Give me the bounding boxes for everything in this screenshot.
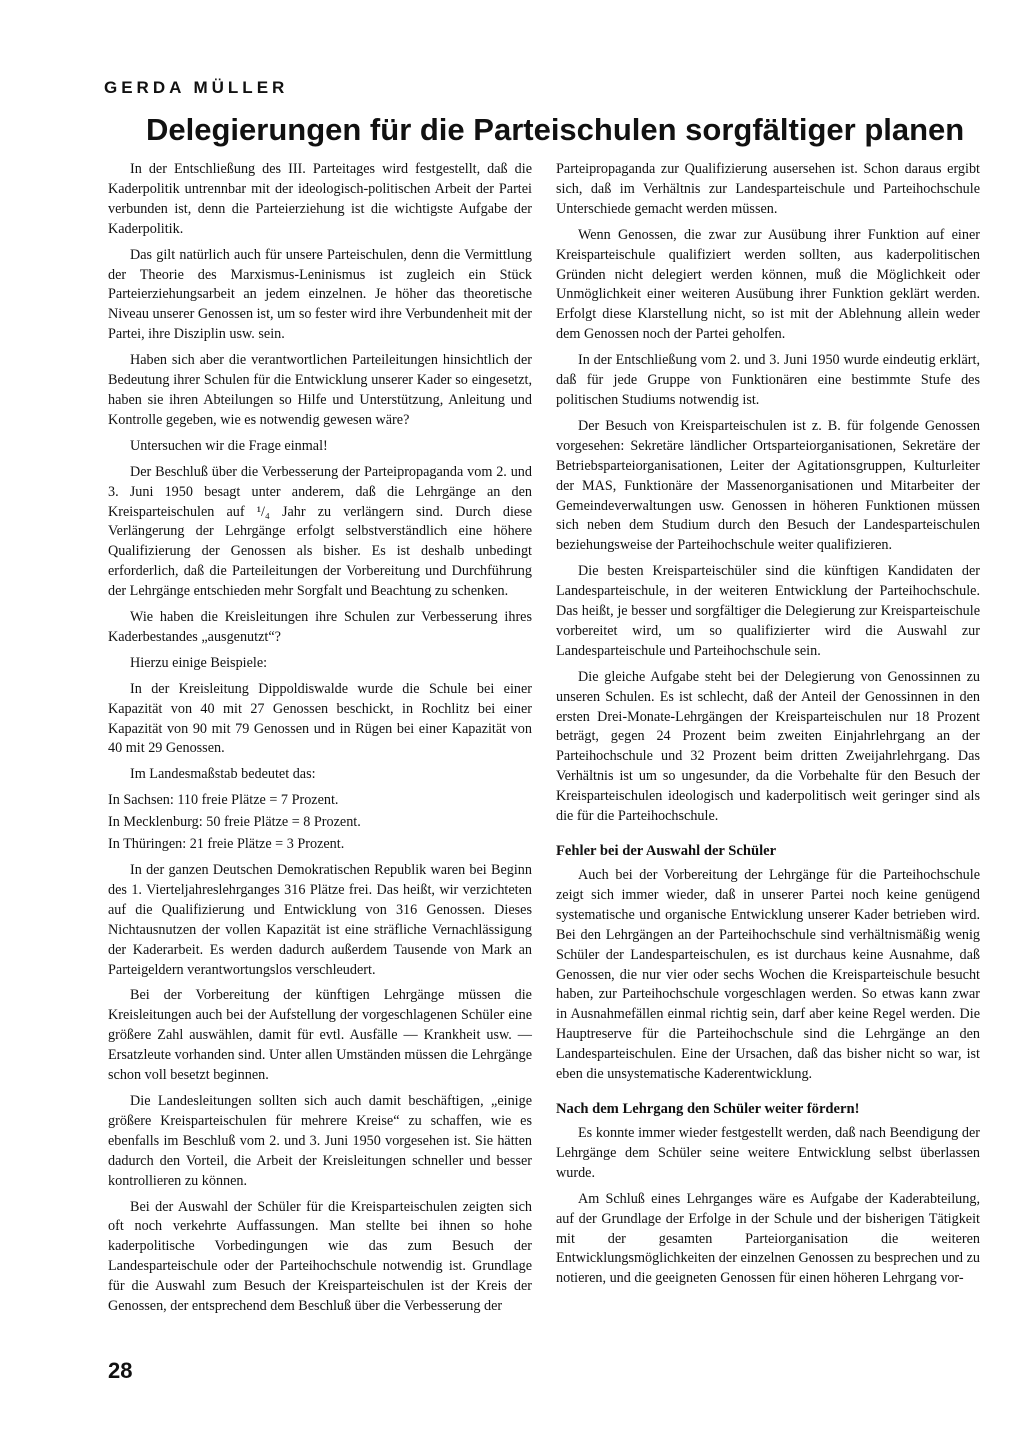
paragraph: In der Entschließung des III. Parteitages wird festgestellt, daß die Kaderpolitik untrennbar mit der ideologisch-politischen Arbeit der Partei verbunden ist, denn die Parteierziehung ist die wichtigste Aufgabe der Kaderpolitik.	[108, 161, 532, 237]
paragraph: In der ganzen Deutschen Demokratischen Republik waren bei Beginn des 1. Vierteljahreslehrganges 316 Plätze frei. Das heißt, wir verzichteten auf die Qualifizierung und Entwicklung von 316 Genossen. Dieses Nichtausnutzen der vollen Kapazität ist eine sträfliche Vernachlässigung der Kaderarbeit. Es werden dadurch außerdem Tausende von Mark an Parteigeldern verantwortungslos verschleudert.	[108, 862, 532, 978]
right-column	[556, 160, 980, 1295]
statistic-saxony: In Sachsen: 110 freie Plätze = 7 Prozent.	[108, 792, 339, 809]
page-number: 28	[108, 1358, 133, 1383]
section-heading: Nach dem Lehrgang den Schüler weiter fördern!	[556, 1100, 860, 1117]
paragraph: Parteipropaganda zur Qualifizierung ausersehen ist. Schon daraus ergibt sich, daß im Verhältnis zur Landesparteischule und Parteihochschule Unterschiede gemacht werden müssen.	[556, 161, 980, 217]
paragraph: Haben sich aber die verantwortlichen Parteileitungen hinsichtlich der Bedeutung ihrer Schulen für die Entwicklung unserer Kader so eingesetzt, haben sie ihren Abteilungen so Hilfe und Unterstützung, Anleitung und Kontrolle gegeben, wie es notwendig gewesen wäre?	[108, 352, 532, 428]
paragraph: Die gleiche Aufgabe steht bei der Delegierung von Genossinnen zu unseren Schulen. Es ist schlecht, daß der Anteil der Genossinnen in den ersten Drei-Monate-Lehrgängen der Kreisparteischulen nur 18 Prozent beträgt, gegen 24 Prozent beim zweiten Einjahrlehrgang an der Parteihochschule und 32 Prozent beim dritten Zweijahrlehrgang. Das Verhältnis ist um so ungesunder, da die Vorbehalte für den Besuch der Kreisparteischulen ideologisch und kaderpolitisch weit geringer sind als die für die Parteihochschule.	[556, 668, 980, 825]
paragraph: Der Beschluß über die Verbesserung der Parteipropaganda vom 2. und 3. Juni 1950 besagt unter anderem, daß die Lehrgänge an den Kreisparteischulen auf ¹/₄ Jahr zu verlängern sind. Durch diese Verlängerung der Lehrgänge erfolgt selbstverständlich eine höhere Qualifizierung der Genossen als bisher. Es ist deshalb unbedingt erforderlich, daß die Parteileitungen der Vorbereitung und Durchführung der Lehrgänge entschieden mehr Sorgfalt und Beachtung zu schenken.	[108, 463, 532, 600]
paragraph: Auch bei der Vorbereitung der Lehrgänge für die Parteihochschule zeigt sich immer wieder, daß in unserer Partei noch keine genügend systematische und organische Entwicklung unserer Kader betrieben wird. Bei den Lehrgängen an der Parteihochschule sind verhältnismäßig wenig Schüler der Landesparteischulen, es ist durchaus keine Ausnahme, daß Genossen, die nur vier oder sechs Wochen die Kreisparteischule besucht haben, zur Parteihochschule vorgeschlagen werden. So etwas kann zwar in Ausnahmefällen einmal richtig sein, darf aber keine Regel werden. Die Hauptreserve für die Parteihochschule sind die Lehrgänge an den Landesparteischulen. Eine der Ursachen, daß das bisher nicht so war, ist eben die unsystematische Kaderentwicklung.	[556, 867, 980, 1083]
paragraph: Wenn Genossen, die zwar zur Ausübung ihrer Funktion auf einer Kreisparteischule qualifiziert werden sollten, aus kaderpolitischen Gründen nicht delegiert werden können, muß die Möglichkeit oder Unmöglichkeit einer weiteren Ausübung ihrer Funktion geklärt werden. Erfolgt diese Klarstellung nicht, so ist mit der Ablehnung allein weder dem Genossen noch der Partei geholfen.	[556, 226, 980, 343]
paragraph: Das gilt natürlich auch für unsere Parteischulen, denn die Vermittlung der Theorie des Marxismus-Leninismus ist zugleich ein Stück Parteierziehungsarbeit an jedem einzelnen. Je höher das theoretische Niveau unserer Genossen ist, um so fester wird ihre Verbundenheit mit der Partei, ihre Disziplin usw. sein.	[108, 246, 532, 343]
author-line: GERDA MÜLLER	[104, 78, 289, 97]
statistic-mecklenburg: In Mecklenburg: 50 freie Plätze = 8 Prozent.	[108, 814, 361, 831]
statistic-thuringia: In Thüringen: 21 freie Plätze = 3 Prozent.	[108, 836, 345, 853]
left-column	[108, 160, 532, 1323]
paragraph: In der Kreisleitung Dippoldiswalde wurde die Schule bei einer Kapazität von 40 mit 27 Genossen beschickt, in Rochlitz bei einer Kapazität von 90 mit 79 Genossen und in Rügen bei einer Kapazität von 40 mit 29 Genossen.	[108, 680, 532, 757]
paragraph: Bei der Vorbereitung der künftigen Lehrgänge müssen die Kreisleitungen auch bei der Aufstellung der vorgeschlagenen Schüler eine größere Zahl auswählen, damit für evtl. Ausfälle — Krankheit usw. — Ersatzleute vorhanden sind. Unter allen Umständen müssen die Lehrgänge schon voll besetzt beginnen.	[108, 987, 532, 1084]
section-heading: Fehler bei der Auswahl der Schüler	[556, 843, 777, 859]
paragraph: Untersuchen wir die Frage einmal!	[130, 437, 328, 454]
article-title: Delegierungen für die Parteischulen sorgfältiger planen	[146, 112, 965, 147]
paragraph: Die Landesleitungen sollten sich auch damit beschäftigen, „einige größere Kreisparteischulen für mehrere Kreise“ zu schaffen, wie es ebenfalls im Beschluß vom 2. und 3. Juni 1950 vorgesehen ist. Sie hätten dadurch den Vorteil, die Arbeit der Kreisleitungen schneller und besser kontrollieren zu können.	[108, 1092, 532, 1189]
paragraph: In der Entschließung vom 2. und 3. Juni 1950 wurde eindeutig erklärt, daß für jede Gruppe von Funktionären eine bestimmte Stufe des politischen Studiums notwendig ist.	[556, 352, 980, 408]
paragraph: Wie haben die Kreisleitungen ihre Schulen zur Verbesserung ihres Kaderbestandes „ausgenutzt“?	[108, 609, 532, 645]
paragraph: Es konnte immer wieder festgestellt werden, daß nach Beendigung der Lehrgänge dem Schüler seine weitere Entwicklung selbst überlassen wurde.	[556, 1124, 980, 1181]
paragraph: Am Schluß eines Lehrganges wäre es Aufgabe der Kaderabteilung, auf der Grundlage der Erfolge in der Schule und der bisherigen Tätigkeit mit der gesamten Parteiorganisation die weiteren Entwicklungsmöglichkeiten der einzelnen Genossen zu besprechen und zu notieren, und die geeigneten Genossen für einen höheren Lehrgang vor-	[556, 1190, 980, 1287]
paragraph: Im Landesmaßstab bedeutet das:	[130, 766, 316, 783]
paragraph: Bei der Auswahl der Schüler für die Kreisparteischulen zeigten sich oft noch verkehrte Auffassungen. Man stellte bei ihnen so hohe kaderpolitische Vorbedingungen wie das zum Besuch der Landesparteischule oder der Parteihochschule notwendig ist. Grundlage für die Auswahl zum Besuch der Kreisparteischulen ist der Kreis der Genossen, der entsprechend dem Beschluß über die Verbesserung der	[108, 1198, 532, 1315]
paragraph: Hierzu einige Beispiele:	[130, 654, 268, 671]
paragraph: Die besten Kreisparteischüler sind die künftigen Kandidaten der Landesparteischule, in der weiteren Entwicklung der Parteihochschule. Das heißt, je besser und sorgfältiger die Delegierung zur Kreisparteischule vorbereitet wird, um so qualifizierter wird die Auswahl zur Landesparteischule und Parteihochschule sein.	[556, 563, 980, 659]
paragraph: Der Besuch von Kreisparteischulen ist z. B. für folgende Genossen vorgesehen: Sekretäre ländlicher Ortsparteiorganisationen, Sekretäre der Betriebsparteiorganisationen, Leiter der Agitationsgruppen, Kulturleiter der MAS, Funktionäre der Massenorganisationen und Mitarbeiter der Gemeindeverwaltungen usw. Genossen in höheren Funktionen müssen sich neben dem Studium durch den Besuch der Landesparteischulen beziehungsweise der Parteihochschule weiter qualifizieren.	[556, 417, 980, 554]
